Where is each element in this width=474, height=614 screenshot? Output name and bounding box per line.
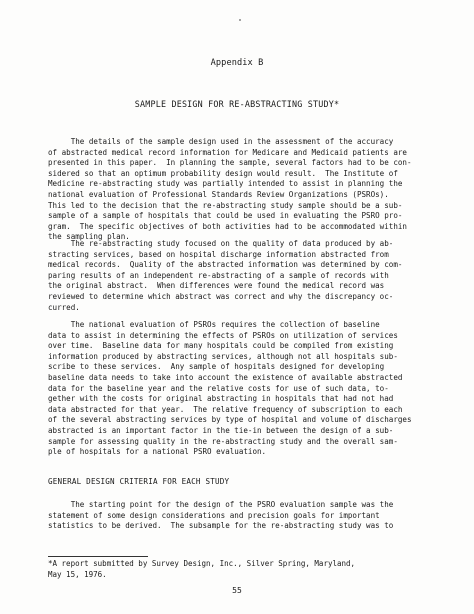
text-line: statement of some design considerations and precision goals for important <box>48 510 380 520</box>
text-line: presented in this paper. In planning the sample, several factors had to be con- <box>48 158 412 168</box>
text-line: information produced by abstracting services, although not all hospitals sub- <box>48 351 398 361</box>
text-line: medical records. Quality of the abstracted information was determined by com- <box>48 260 403 270</box>
footnote-line: *A report submitted by Survey Design, Inc., Silver Spring, Maryland, <box>48 559 356 568</box>
text-line: reviewed to determine which abstract was correct and why the discrepancy oc- <box>48 291 394 301</box>
text-line: This led to the decision that the re-abstracting study sample should be a sub- <box>48 200 403 210</box>
text-line: the sampling plan. <box>48 232 130 242</box>
text-line: of the several abstracting services by type of hospital and volume of discharges <box>48 415 412 425</box>
footnote-divider <box>48 556 148 557</box>
text-line: The national evaluation of PSROs requires the collection of baseline <box>48 320 380 329</box>
text-line: of abstracted medical record information for Medicare and Medicaid patients are <box>48 147 407 157</box>
text-line: sample for assessing quality in the re-abstracting study and the overall sam- <box>48 436 398 446</box>
text-line: scribe to these services. Any sample of hospitals designed for developing <box>48 362 385 372</box>
text-line: data for the baseline year and the relative costs for use of such data, to- <box>48 383 389 393</box>
text-line: sample of a sample of hospitals that could be used in evaluating the PSRO pro- <box>48 211 403 221</box>
text-line: data to assist in determining the effects of PSROs on utilization of services <box>48 330 398 340</box>
text-line: data abstracted for that year. The relative frequency of subscription to each <box>48 404 403 414</box>
text-line: sidered so that an optimum probability design would result. The Institute of <box>48 168 398 178</box>
paragraph-4 <box>48 500 426 532</box>
text-line: statistics to be derived. The subsample for the re-abstracting study was to <box>48 521 394 531</box>
scan-speck <box>239 19 241 21</box>
text-line: The details of the sample design used in the assessment of the accuracy <box>48 137 394 146</box>
text-line: stracting services, based on hospital discharge information abstracted from <box>48 249 389 259</box>
document-title: SAMPLE DESIGN FOR RE-ABSTRACTING STUDY* <box>134 99 340 109</box>
text-line: gether with the costs for original abstracting in hospitals that had not had <box>48 394 394 404</box>
text-line: gram. The specific objectives of both activities had to be accommodated within <box>48 221 407 231</box>
text-line: curred. <box>48 302 80 312</box>
paragraph-1 <box>48 137 426 243</box>
text-line: The re-abstracting study focused on the quality of data produced by ab- <box>48 239 394 248</box>
text-line: national evaluation of Professional Standards Review Organizations (PSROs). <box>48 189 389 199</box>
paragraph-3 <box>48 320 426 458</box>
text-line: over time. Baseline data for many hospitals could be compiled from existing <box>48 341 394 351</box>
text-line: The starting point for the design of the PSRO evaluation sample was the <box>48 500 394 509</box>
footnote-line: May 15, 1976. <box>48 569 107 579</box>
appendix-label: Appendix B <box>210 58 264 68</box>
text-line: ple of hospitals for a national PSRO evaluation. <box>48 447 267 457</box>
page-number: 55 <box>232 586 242 595</box>
paragraph-2 <box>48 239 426 313</box>
section-heading: GENERAL DESIGN CRITERIA FOR EACH STUDY <box>48 477 230 486</box>
footnote <box>48 559 355 580</box>
text-line: paring results of an independent re-abstracting of a sample of records with <box>48 270 389 280</box>
text-line: baseline data needs to take into account the existence of available abstracted <box>48 372 403 382</box>
text-line: abstracted is an important factor in the tie-in between the design of a sub- <box>48 425 394 435</box>
text-line: the original abstract. When differences were found the medical record was <box>48 281 385 291</box>
text-line: Medicine re-abstracting study was partially intended to assist in planning the <box>48 179 403 189</box>
